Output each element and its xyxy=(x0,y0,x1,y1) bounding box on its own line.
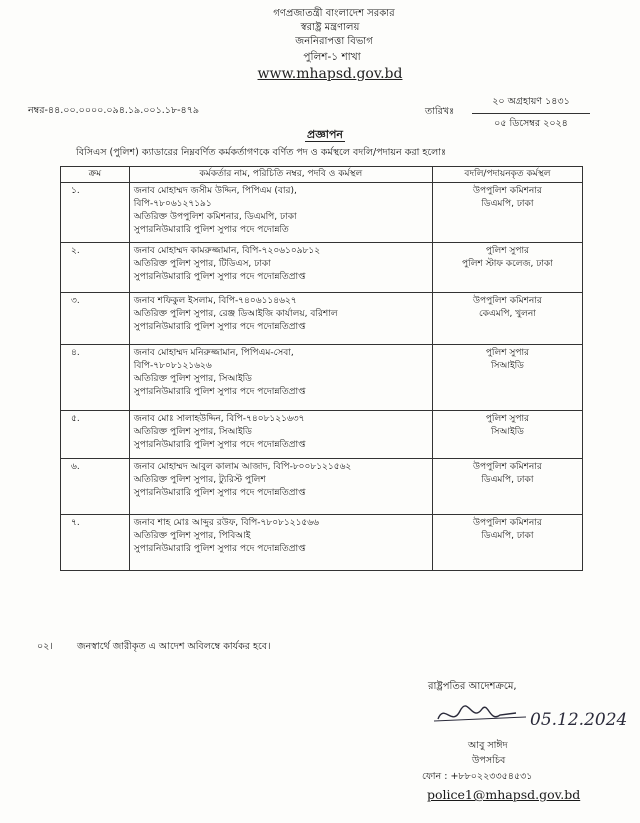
detail-line: সুপারনিউমারারি পুলিশ সুপার পদে পদোন্নতিপ্রাপ্ত xyxy=(133,322,306,332)
table-row xyxy=(61,345,583,411)
row-officer-details xyxy=(129,183,432,243)
table-row xyxy=(61,411,583,459)
detail-line: জনাব মোহাম্মদ মনিরুজ্জামান, পিপিএম-সেবা, xyxy=(133,348,294,358)
table-row xyxy=(61,293,583,345)
detail-line: সুপারনিউমারারি পুলিশ সুপার পদে পদোন্নতিপ্রাপ্ত xyxy=(133,488,306,498)
ministry-name: স্বরাষ্ট্র মন্ত্রণালয় xyxy=(300,22,360,33)
detail-line: অতিরিক্ত পুলিশ সুপার, সিআইডি xyxy=(133,427,252,437)
detail-line: সুপারনিউমারারি পুলিশ সুপার পদে পদোন্নতি xyxy=(133,225,289,235)
order-text: রাষ্ট্রপতির আদেশক্রমে, xyxy=(428,681,517,692)
detail-line: সুপারনিউমারারি পুলিশ সুপার পদে পদোন্নতিপ্রাপ্ত xyxy=(133,272,306,282)
table-row xyxy=(61,243,583,293)
posting-line: ডিএমপি, ঢাকা xyxy=(481,531,534,541)
header-serial: ক্রম xyxy=(61,167,130,183)
table-row xyxy=(61,515,583,571)
posting-line: উপপুলিশ কমিশনার xyxy=(473,186,542,196)
detail-line: জনাব মোহাম্মদ কামরুজ্জামান, বিপি-৭২০৬১০৯৮১২ xyxy=(133,246,321,256)
detail-line: জনাব মোঃ সালাহউদ্দিন, বিপি-৭৪০৮১২১৬৩৭ xyxy=(133,414,305,424)
detail-line: অতিরিক্ত উপপুলিশ কমিশনার, ডিএমপি, ঢাকা xyxy=(133,212,297,222)
detail-line: সুপারনিউমারারি পুলিশ সুপার পদে পদোন্নতিপ্রাপ্ত xyxy=(133,544,306,554)
handwritten-signature xyxy=(430,697,630,737)
signature-date: 05.12.2024 xyxy=(530,710,628,730)
website-link[interactable]: www.mhapsd.gov.bd xyxy=(257,66,403,82)
detail-line: জনাব শফিকুল ইসলাম, বিপি-৭৪০৬১১৪৬২৭ xyxy=(133,296,297,306)
memo-number: নম্বর-৪৪.০০.০০০০.০৯৪.১৯.০০১.১৮-৪৭৯ xyxy=(28,105,200,116)
posting-line: ডিএমপি, ঢাকা xyxy=(481,199,534,209)
signatory-name: আবু সাঈদ xyxy=(468,740,508,751)
email-link[interactable]: police1@mhapsd.gov.bd xyxy=(427,787,581,802)
posting-line: ডিএমপি, ঢাকা xyxy=(481,475,534,485)
row-officer-details xyxy=(129,411,432,459)
date-bangla: ২০ অগ্রহায়ণ ১৪৩১ xyxy=(472,95,590,114)
posting-line: উপপুলিশ কমিশনার xyxy=(473,296,542,306)
posting-line: পুলিশ সুপার xyxy=(485,246,530,256)
detail-line: অতিরিক্ত পুলিশ সুপার, টিডিএস, ঢাকা xyxy=(133,259,271,269)
row-posting xyxy=(432,183,582,243)
row-serial: ৬. xyxy=(61,459,130,515)
header-officer-details: কর্মকর্তার নাম, পরিচিতি নম্বর, পদবি ও কর্মস্থল xyxy=(129,167,432,183)
row-serial: ২. xyxy=(61,243,130,293)
row-officer-details xyxy=(129,459,432,515)
government-title: গণপ্রজাতন্ত্রী বাংলাদেশ সরকার xyxy=(273,8,395,19)
detail-line: অতিরিক্ত পুলিশ সুপার, সিআইডি xyxy=(133,374,252,384)
row-officer-details xyxy=(129,243,432,293)
posting-line: উপপুলিশ কমিশনার xyxy=(473,462,542,472)
division-name: জননিরাপত্তা বিভাগ xyxy=(295,36,373,47)
row-posting xyxy=(432,243,582,293)
row-posting xyxy=(432,345,582,411)
paragraph-2 xyxy=(37,640,270,655)
detail-line: জনাব মোহাম্মদ জসীম উদ্দিন, পিপিএম (বার), xyxy=(133,186,297,196)
branch-name: পুলিশ-১ শাখা xyxy=(303,51,361,63)
row-posting xyxy=(432,411,582,459)
date-english: ০৫ ডিসেম্বর ২০২৪ xyxy=(494,118,568,129)
row-posting xyxy=(432,515,582,571)
posting-line: উপপুলিশ কমিশনার xyxy=(473,518,542,528)
document-title-wrap xyxy=(0,126,640,145)
intro-text: বিসিএস (পুলিশ) ক্যাডারের নিম্নবর্ণিত কর্মকর্তাগণকে বর্ণিত পদ ও কর্মস্থলে বদলি/পদায়ন করা হলোঃ xyxy=(76,147,447,158)
row-officer-details xyxy=(129,345,432,411)
table-row xyxy=(61,459,583,515)
row-officer-details xyxy=(129,515,432,571)
posting-line: কেএমপি, খুলনা xyxy=(479,309,536,319)
row-serial: ৪. xyxy=(61,345,130,411)
document-title: প্রজ্ঞাপন xyxy=(307,128,343,141)
row-posting xyxy=(432,293,582,345)
phone-number: ফোন : +৮৮০২২৩৩৫৪৫৩১ xyxy=(422,771,533,782)
detail-line: সুপারনিউমারারি পুলিশ সুপার পদে পদোন্নতিপ্রাপ্ত xyxy=(133,387,306,397)
detail-line: বিপি-৭৮০৮১২১৬২৬ xyxy=(133,361,212,371)
row-serial: ৩. xyxy=(61,293,130,345)
row-serial: ১. xyxy=(61,183,130,243)
posting-line: সিআইডি xyxy=(490,427,524,437)
row-officer-details xyxy=(129,293,432,345)
row-serial: ৭. xyxy=(61,515,130,571)
posting-line: পুলিশ সুপার xyxy=(485,414,530,424)
detail-line: অতিরিক্ত পুলিশ সুপার, রেঞ্জ ডিআইজি কার্যালয়, বরিশাল xyxy=(133,309,338,319)
paragraph-text: জনস্বার্থে জারীকৃত এ আদেশ অবিলম্বে কার্যকর হবে। xyxy=(77,641,271,652)
posting-line: সিআইডি xyxy=(490,361,524,371)
posting-line: পুলিশ সুপার xyxy=(485,348,530,358)
detail-line: জনাব মোহাম্মদ আবুল কালাম আজাদ, বিপি-৮০০৮১২১৫৬২ xyxy=(133,462,352,472)
detail-line: বিপি-৭৮০৬১২৭১৯১ xyxy=(133,199,212,209)
detail-line: অতিরিক্ত পুলিশ সুপার, ট্যুরিস্ট পুলিশ xyxy=(133,475,266,485)
posting-line: পুলিশ স্টাফ কলেজ, ঢাকা xyxy=(462,259,553,269)
paragraph-number: ০২। xyxy=(37,641,53,652)
row-posting xyxy=(432,459,582,515)
row-serial: ৫. xyxy=(61,411,130,459)
date-label: তারিখঃ xyxy=(425,106,455,117)
detail-line: জনাব শাহ মোঃ আব্দুর রউফ, বিপি-৭৮০৮১২১৫৬৬ xyxy=(133,518,319,528)
detail-line: সুপারনিউমারারি পুলিশ সুপার পদে পদোন্নতিপ্রাপ্ত xyxy=(133,440,306,450)
header-posting: বদলি/পদায়নকৃত কর্মস্থল xyxy=(432,167,582,183)
table-row xyxy=(61,183,583,243)
detail-line: অতিরিক্ত পুলিশ সুপার, পিবিআই xyxy=(133,531,251,541)
table-header-row xyxy=(61,167,583,183)
signatory-designation: উপসচিব xyxy=(472,755,506,766)
transfer-table xyxy=(60,166,583,571)
